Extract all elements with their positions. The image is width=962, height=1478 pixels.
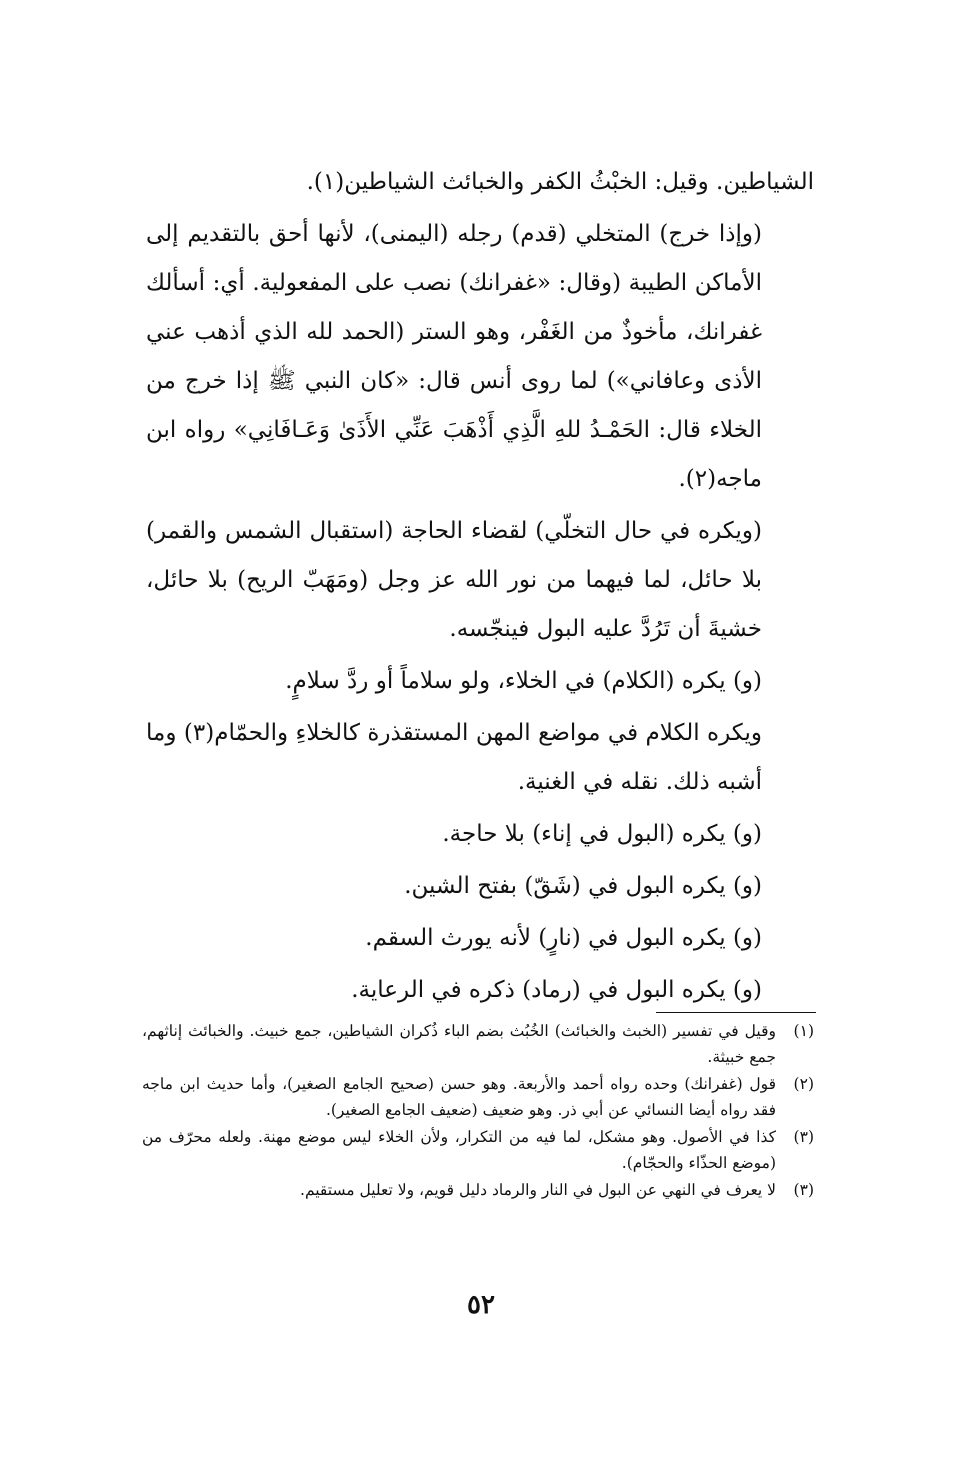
main-text-body: [146, 158, 814, 1015]
footnote-number: (١): [793, 1022, 814, 1040]
paragraph-3: (ويكره في حال التخلّي) لقضاء الحاجة (استقبال الشمس والقمر) بلا حائل، لما فيهما من نور الله عز وجل (ومَهَبّ الريح) بلا حائل، خشيةَ أن تَرُدَّ عليه البول فينجّسه.: [146, 518, 762, 642]
paragraph-9: (و) يكره البول في (رماد) ذكره في الرعاية.: [351, 977, 762, 1003]
footnote-text: وقيل في تفسير (الخبث والخبائث) الخُبُث بضم الباء ذُكران الشياطين، جمع خبيث. والخبائث إناثهم، جمع خبيثة.: [142, 1022, 776, 1066]
footnote-4: [142, 1177, 814, 1203]
footnote-number: (٢): [793, 1075, 814, 1093]
paragraph-8: (و) يكره البول في (نارٍ) لأنه يورث السقم.: [365, 925, 762, 951]
paragraph-6: (و) يكره (البول في إناء) بلا حاجة.: [442, 821, 762, 847]
page-number: ٥٢: [467, 1290, 495, 1320]
paragraph-4: (و) يكره (الكلام) في الخلاء، ولو سلاماً أو ردَّ سلامٍ.: [285, 668, 762, 694]
footnote-text: قول (غفرانك) وحده رواه أحمد والأربعة. وهو حسن (صحيح الجامع الصغير)، وأما حديث ابن ماجه فقد رواه أيضا النسائي عن أبي ذر. وهو ضعيف (ضعيف الجامع الصغير).: [142, 1075, 776, 1119]
footnote-number: (٣): [793, 1128, 814, 1146]
footnote-separator: [656, 1012, 816, 1013]
paragraph-7: (و) يكره البول في (شَقّ) بفتح الشين.: [404, 873, 762, 899]
footnotes-section: [142, 1018, 814, 1204]
footnote-2: [142, 1071, 814, 1123]
paragraph-5: ويكره الكلام في مواضع المهن المستقذرة كالخلاءِ والحمّام(٣) وما أشبه ذلك. نقله في الغنية.: [146, 720, 763, 795]
footnote-3: [142, 1124, 814, 1176]
footnote-text: كذا في الأصول. وهو مشكل، لما فيه من التكرار، ولأن الخلاء ليس موضع مهنة. ولعله محرّف من (موضع الحذّاء والحجّام).: [142, 1128, 776, 1172]
footnote-1: [142, 1018, 814, 1070]
paragraph-1: الشياطين. وقيل: الخبْثُ الكفر والخبائث الشياطين(١).: [306, 169, 814, 195]
footnote-number: (٣): [793, 1181, 814, 1199]
paragraph-2: (وإذا خرج) المتخلي (قدم) رجله (اليمنى)، لأنها أحق بالتقديم إلى الأماكن الطيبة (وقال: «غفرانك) نصب على المفعولية. أي: أسألك غفرانك، مأخوذٌ من الغَفْر، وهو الستر (الحمد لله الذي أذهب عني الأذى وعافاني») لما روى أنس قال: «كان النبي ﷺ إذا خرج من الخلاء قال: الحَمْـدُ للهِ الَّذِي أَذْهَبَ عَنِّي الأَذَىٰ وَعَـافَانِي» رواه ابن ماجه(٢).: [146, 221, 762, 492]
footnote-text: لا يعرف في النهي عن البول في النار والرماد دليل قويم، ولا تعليل مستقيم.: [300, 1181, 776, 1199]
